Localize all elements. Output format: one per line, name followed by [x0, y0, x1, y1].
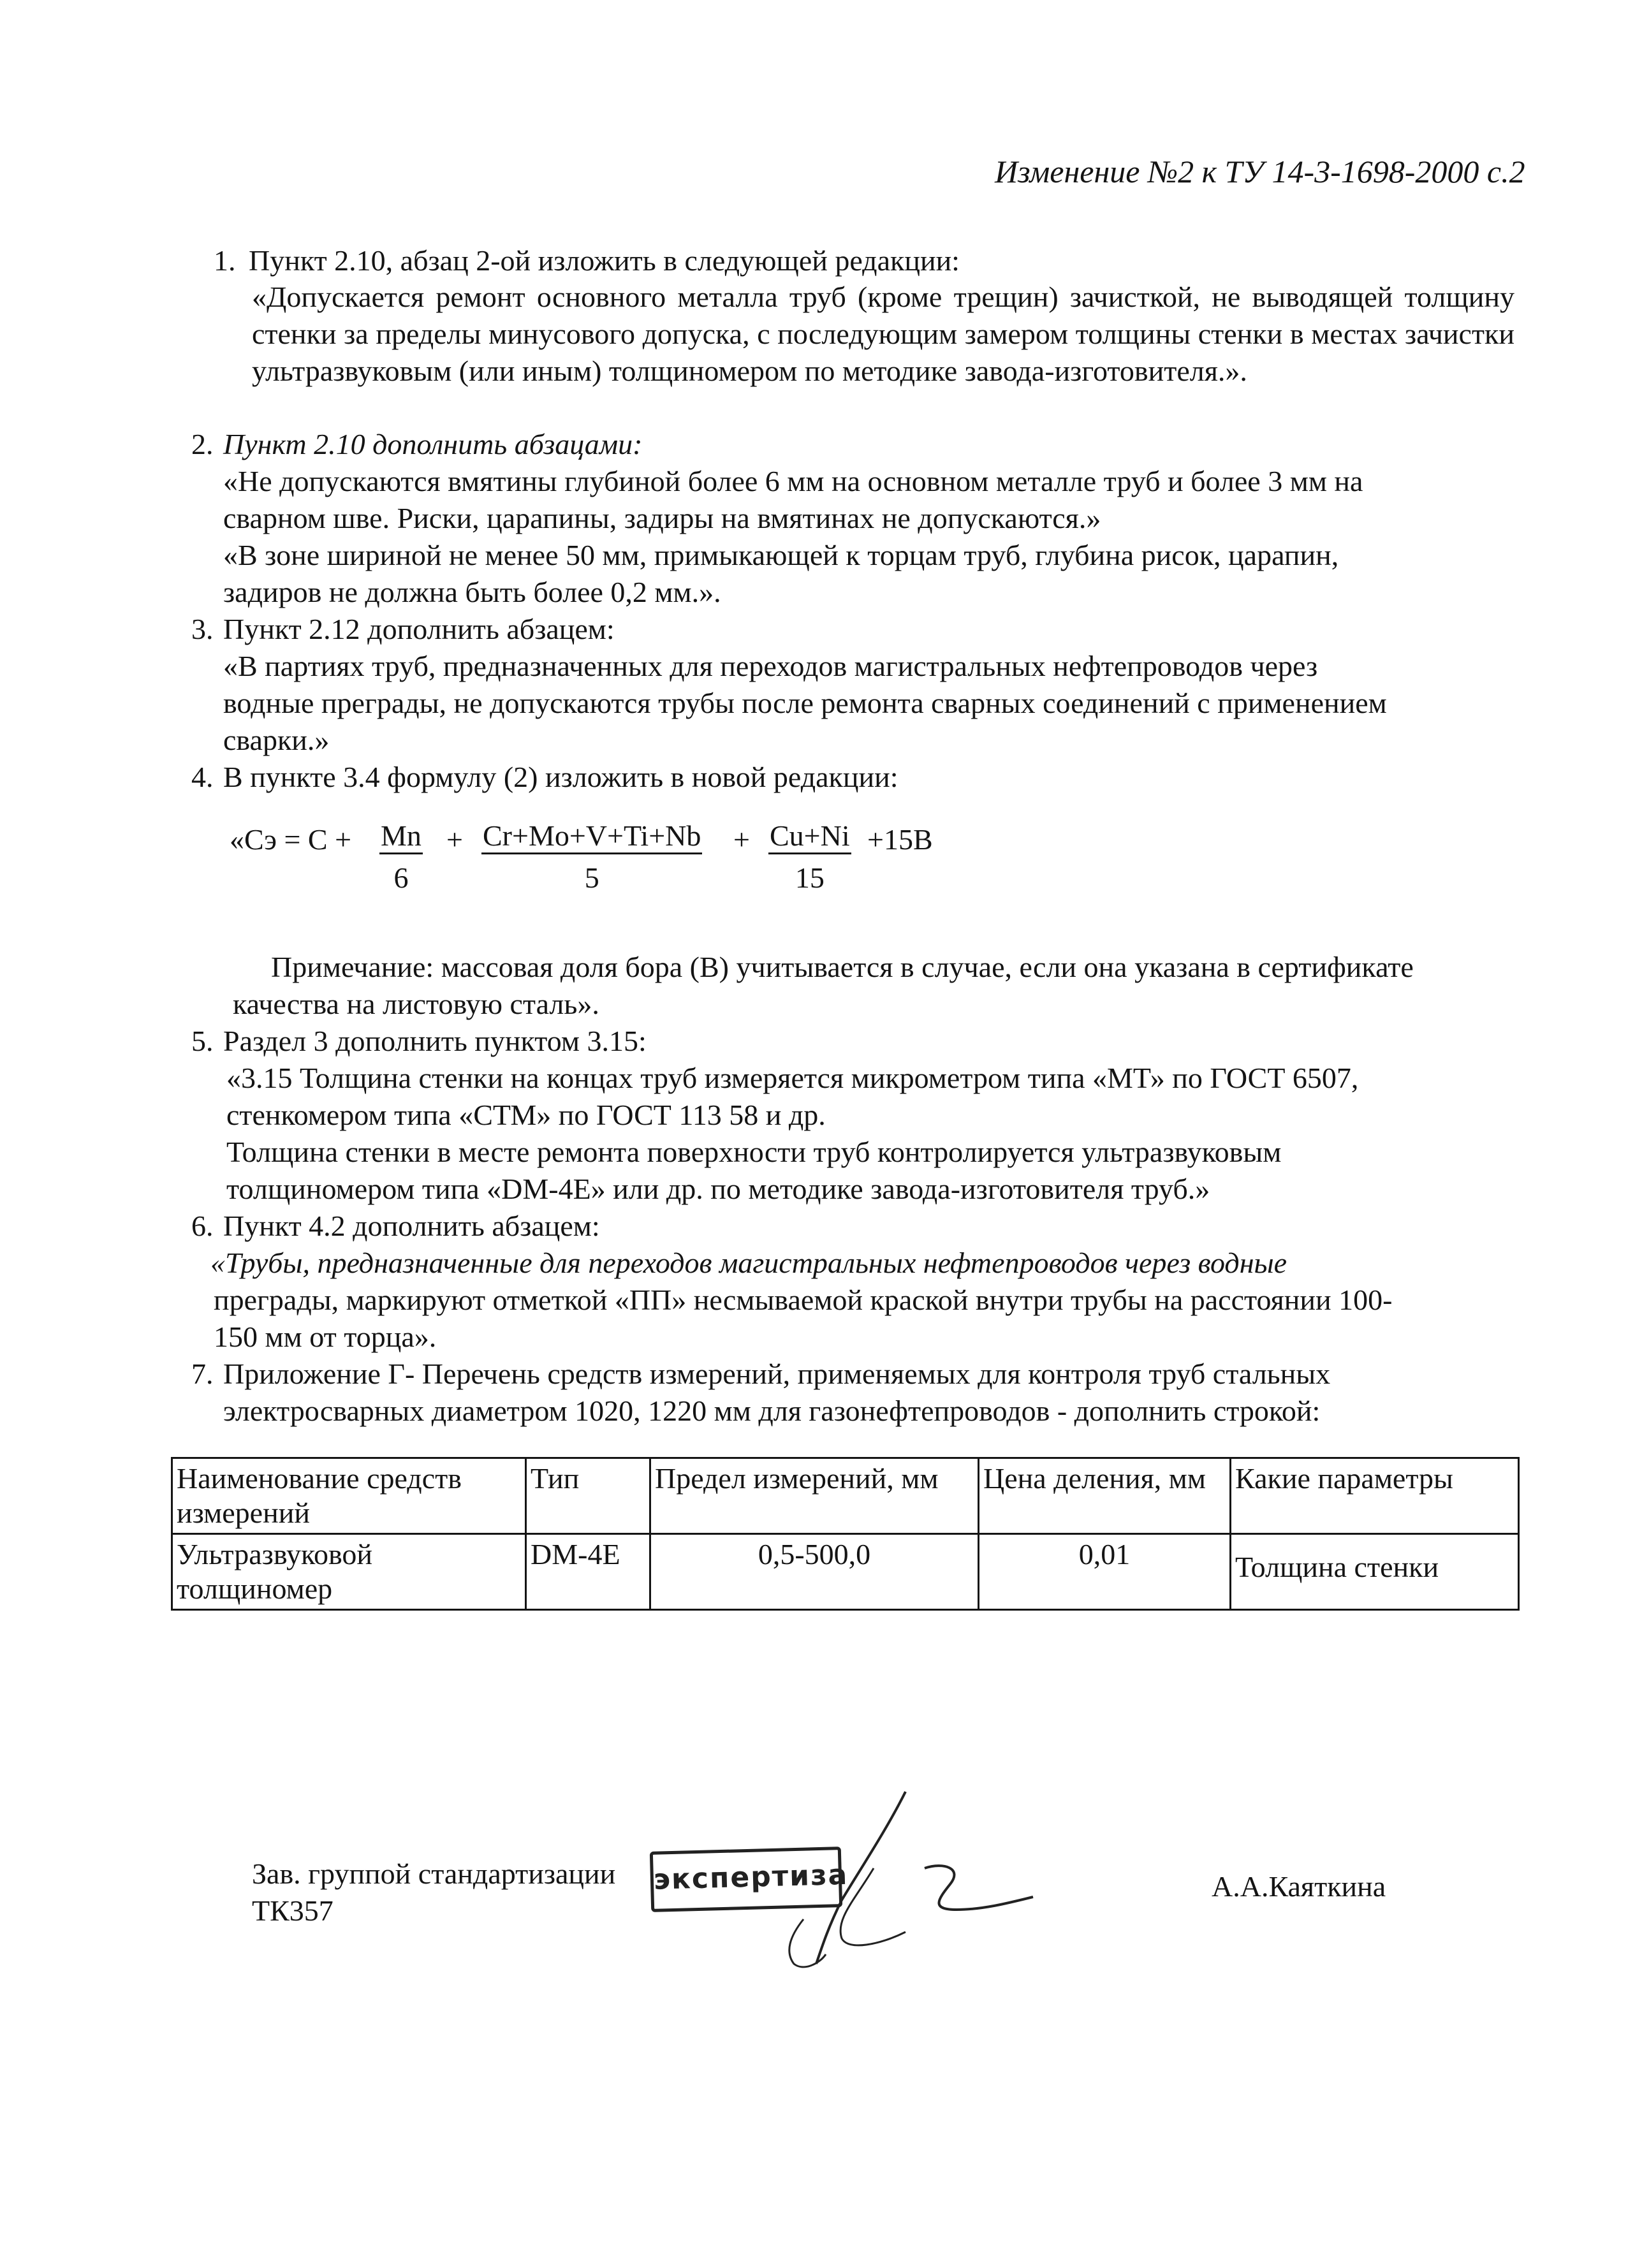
item-5-line-4: толщиномером типа «DM-4E» или др. по методике завода-изготовителя труб.» [226, 1173, 1210, 1205]
item-6-number: 6. [191, 1210, 214, 1242]
table-header-cell: Какие параметры [1231, 1458, 1519, 1534]
item-5-line-2: стенкомером типа «СТМ» по ГОСТ 113 58 и др. [226, 1099, 826, 1131]
item-6-line-1: «Трубы, предназначенные для переходов магистральных нефтепроводов через водные [210, 1247, 1287, 1279]
table-cell: Толщина стенки [1231, 1534, 1519, 1610]
item-3-line-2: водные преграды, не допускаются трубы после ремонта сварных соединений с применением [223, 687, 1387, 719]
table-header-cell: Цена деления, мм [979, 1458, 1231, 1534]
formula-fraction-cu [768, 819, 851, 895]
item-1-title: Пункт 2.10, абзац 2-ой изложить в следующей редакции: [249, 244, 960, 277]
item-7-number: 7. [191, 1357, 214, 1390]
formula-fraction-cr-denominator: 5 [584, 861, 599, 894]
table-cell: DM-4E [526, 1534, 650, 1610]
formula-fraction-mn [379, 819, 423, 895]
formula-tail: +15B [867, 823, 933, 856]
formula-fraction-cu-denominator: 15 [795, 861, 825, 894]
table-cell: 0,01 [979, 1534, 1231, 1610]
formula-fraction-mn-numerator: Mn [379, 819, 423, 854]
item-3-line-1: «В партиях труб, предназначенных для переходов магистральных нефтепроводов через [223, 650, 1318, 682]
table-cell: 0,5-500,0 [650, 1534, 979, 1610]
table-header-cell: Тип [526, 1458, 650, 1534]
item-2-paragraph-2-line-1: «В зоне шириной не менее 50 мм, примыкающей к торцам труб, глубина рисок, царапин, [223, 539, 1339, 571]
table-header-row [172, 1458, 1519, 1534]
signer-position-line-2: ТК357 [252, 1894, 334, 1927]
formula-fraction-cr-numerator: Cr+Mo+V+Ti+Nb [481, 819, 702, 854]
item-2-paragraph-1-line-1: «Не допускаются вмятины глубиной более 6 мм на основном металле труб и более 3 мм на [223, 465, 1363, 497]
item-4-number: 4. [191, 761, 214, 793]
item-5-line-3: Толщина стенки в месте ремонта поверхности труб контролируется ультразвуковым [226, 1136, 1282, 1168]
item-1-text: «Допускается ремонт основного металла труб (кроме трещин) зачисткой, не выводящей толщину стенки за пределы минусового допуска, с последующим замером толщины стенки в местах зачистки ультразвуковым (или иным) толщиномером по методике завода-изготовителя.». [252, 281, 1514, 387]
table-header-cell: Предел измерений, мм [650, 1458, 979, 1534]
handwritten-signature [714, 1773, 1071, 1977]
item-6-title: Пункт 4.2 дополнить абзацем: [223, 1210, 600, 1242]
signer-name: А.А.Каяткина [1212, 1870, 1386, 1903]
table-row [172, 1534, 1519, 1610]
item-7-line-2: электросварных диаметром 1020, 1220 мм для газонефтепроводов - дополнить строкой: [223, 1394, 1321, 1427]
item-2-title: Пункт 2.10 дополнить абзацами: [223, 428, 643, 460]
item-4-title: В пункте 3.4 формулу (2) изложить в новой редакции: [223, 761, 898, 793]
measurement-instruments-table [171, 1457, 1520, 1611]
formula-fraction-cr [481, 819, 702, 895]
item-3-number: 3. [191, 613, 214, 645]
signer-position-line-1: Зав. группой стандартизации [252, 1857, 616, 1890]
item-6-line-2: преграды, маркируют отметкой «ПП» несмываемой краской внутри трубы на расстоянии 100- [214, 1284, 1393, 1316]
formula-plus-2: + [733, 823, 750, 856]
table-header-cell: Наименование средств измерений [172, 1458, 526, 1534]
item-5-title: Раздел 3 дополнить пунктом 3.15: [223, 1025, 647, 1057]
formula-fraction-cu-numerator: Cu+Ni [768, 819, 851, 854]
item-3-line-3: сварки.» [223, 724, 330, 756]
item-5-number: 5. [191, 1025, 214, 1057]
formula-lhs: «Сэ = С + [230, 823, 352, 856]
document-header: Изменение №2 к ТУ 14-3-1698-2000 с.2 [995, 154, 1525, 189]
item-2-paragraph-2-line-2: задиров не должна быть более 0,2 мм.». [223, 576, 721, 608]
note-line-2: качества на листовую сталь». [233, 988, 599, 1020]
note-line-1: Примечание: массовая доля бора (В) учитывается в случае, если она указана в сертификате [271, 951, 1414, 983]
item-6-line-3: 150 мм от торца». [214, 1321, 437, 1353]
item-1-number: 1. [214, 244, 236, 277]
item-3-title: Пункт 2.12 дополнить абзацем: [223, 613, 615, 645]
formula-plus-1: + [446, 823, 463, 856]
item-2-paragraph-1-line-2: сварном шве. Риски, царапины, задиры на вмятинах не допускаются.» [223, 502, 1101, 534]
expertise-stamp: экспертиза [650, 1847, 842, 1912]
table-cell: Ультразвуковой толщиномер [172, 1534, 526, 1610]
item-5-line-1: «3.15 Толщина стенки на концах труб измеряется микрометром типа «МТ» по ГОСТ 6507, [226, 1062, 1359, 1094]
item-2-number: 2. [191, 428, 214, 460]
item-7-line-1: Приложение Г- Перечень средств измерений, применяемых для контроля труб стальных [223, 1357, 1331, 1390]
formula-fraction-mn-denominator: 6 [393, 861, 409, 894]
